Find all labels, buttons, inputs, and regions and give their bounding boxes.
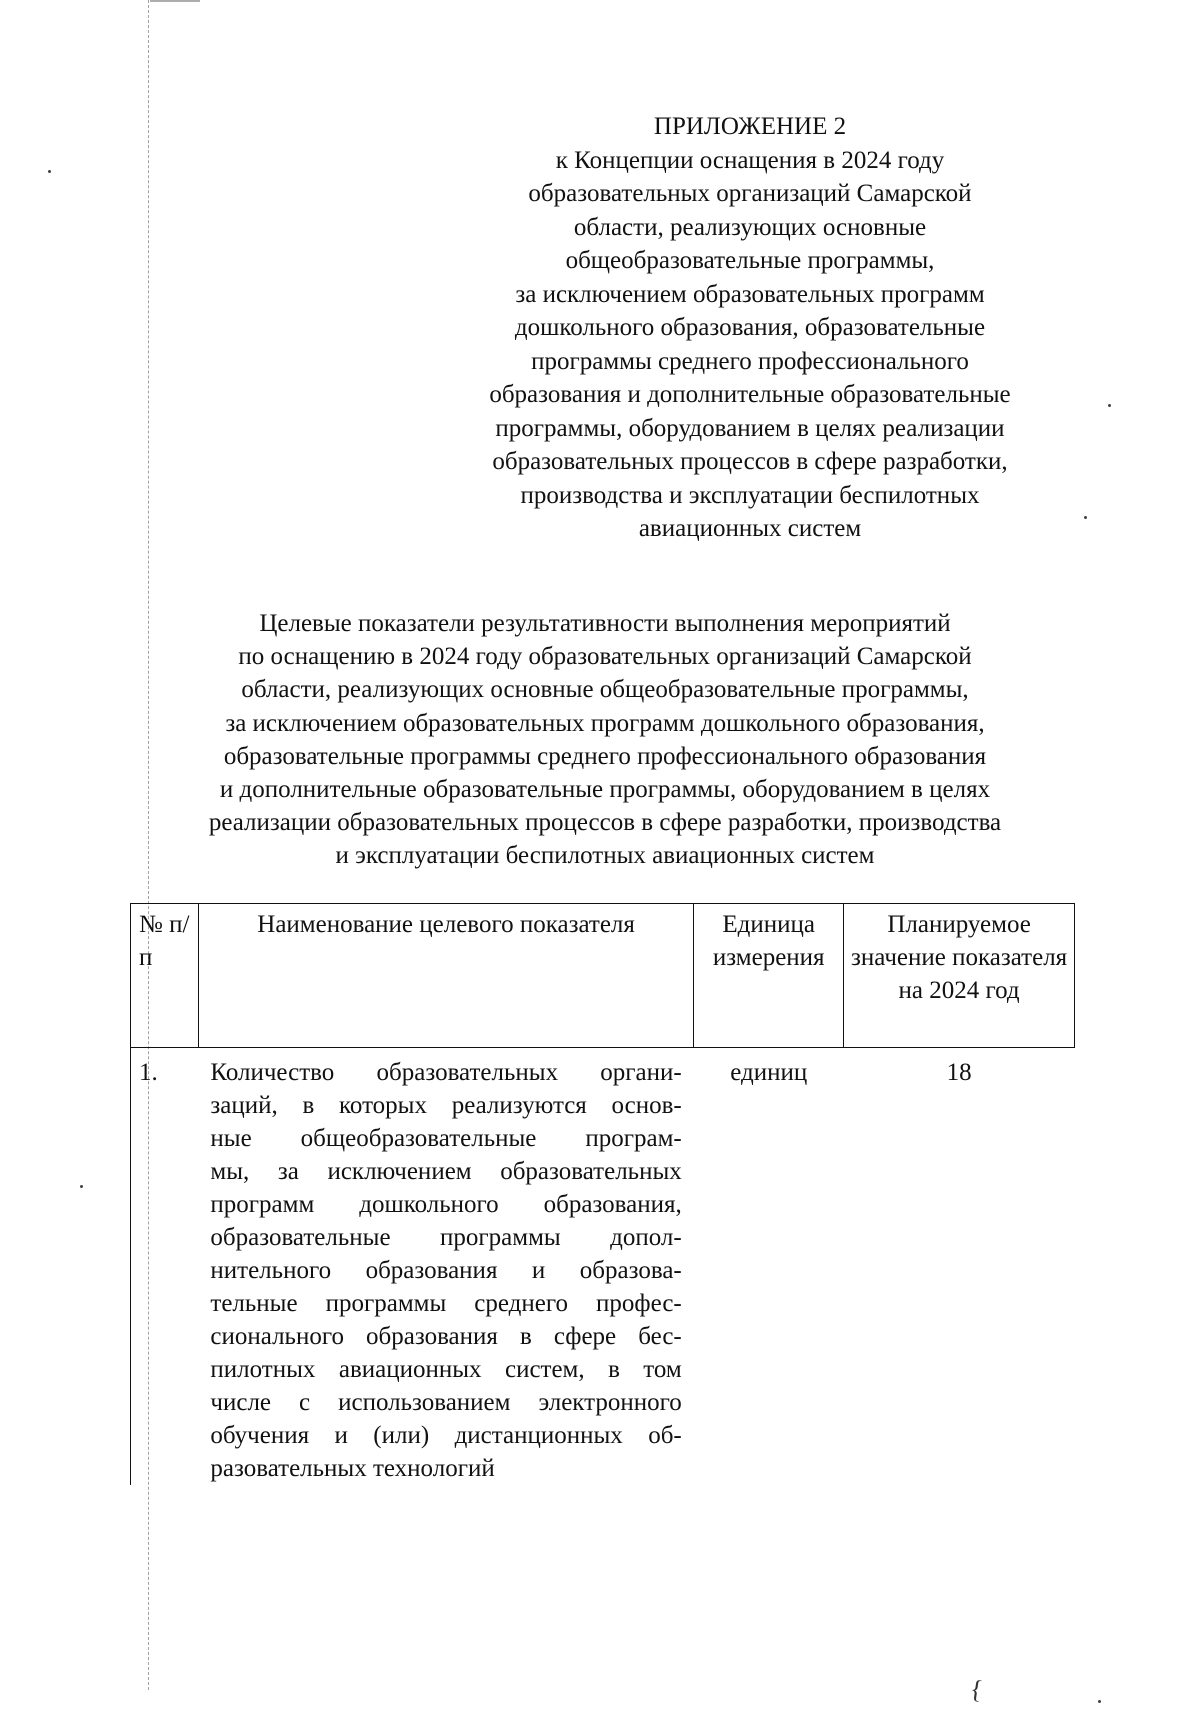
margin-handwritten-mark: {: [968, 1674, 985, 1705]
scan-speck: [48, 170, 51, 173]
row-planned-value: 18: [946, 1059, 972, 1086]
appendix-line: области, реализующих основные: [573, 213, 927, 241]
row-number: 1.: [131, 1048, 199, 1486]
indicator-name-line: разовательных технологий: [210, 1455, 495, 1482]
title-line: за исключением образовательных программ дошкольного образования,: [225, 709, 985, 737]
appendix-line: образовательных процессов в сфере разработки,: [492, 448, 1008, 475]
indicator-name-line: заций, в которых реализуются основ-: [210, 1092, 682, 1119]
header-planned-value: Планируемое значение показателя на 2024 год: [844, 904, 1075, 1048]
indicator-name-line: мы, за исключением образовательных: [210, 1158, 682, 1185]
appendix-line: образования и дополнительные образовательные: [489, 381, 1011, 408]
title-line: реализации образовательных процессов в сфере разработки, производства: [208, 809, 1002, 837]
appendix-line: программы, оборудованием в целях реализации: [495, 414, 1005, 442]
scan-speck: [1084, 516, 1087, 519]
indicator-name-line: Количество образовательных органи-: [210, 1059, 682, 1086]
appendix-line: дошкольного образования, образовательные: [514, 314, 986, 341]
appendix-line: программы среднего профессионального: [531, 347, 969, 375]
appendix-line: производства и эксплуатации беспилотных: [520, 481, 980, 509]
indicator-name-line: пилотных авиационных систем, в том: [210, 1356, 682, 1383]
indicator-name-line: нительного образования и образова-: [210, 1257, 682, 1284]
title-line: области, реализующих основные общеобразовательные программы,: [241, 676, 969, 704]
indicator-name-line: обучения и (или) дистанционных об-: [210, 1422, 682, 1449]
table-row: [131, 1048, 1075, 1486]
appendix-line: к Концепции оснащения в 2024 году: [555, 146, 945, 174]
appendix-line: образовательных организаций Самарской: [528, 180, 972, 207]
row-unit: единиц: [730, 1059, 808, 1086]
title-line: Целевые показатели результативности выполнения мероприятий: [259, 610, 951, 637]
indicator-name-line: ные общеобразовательные програм-: [210, 1125, 682, 1152]
scan-speck: [1108, 404, 1111, 407]
title-line: по оснащению в 2024 году образовательных организаций Самарской: [238, 643, 972, 671]
indicators-table: [130, 903, 1075, 1485]
title-line: и эксплуатации беспилотных авиационных систем: [335, 842, 875, 870]
row-indicator-name: [198, 1048, 693, 1486]
header-indicator-name: Наименование целевого показателя: [198, 904, 693, 1048]
indicator-name-line: образовательные программы допол-: [210, 1224, 682, 1251]
appendix-line: авиационных систем: [638, 515, 862, 542]
indicator-name-line: числе с использованием электронного: [210, 1389, 682, 1416]
title-line: образовательные программы среднего профессионального образования: [223, 742, 987, 770]
scan-speck: [1098, 1700, 1101, 1703]
appendix-line: за исключением образовательных программ: [515, 280, 985, 308]
appendix-title: ПРИЛОЖЕНИЕ 2: [653, 113, 847, 140]
table-header-row: [131, 904, 1075, 1048]
appendix-header: [430, 110, 1070, 546]
header-unit: Единица измерения: [694, 904, 844, 1048]
indicator-name-line: сионального образования в сфере бес-: [210, 1323, 682, 1350]
title-line: и дополнительные образовательные программы, оборудованием в целях: [219, 776, 991, 804]
indicator-name-line: программ дошкольного образования,: [210, 1191, 682, 1218]
appendix-line: общеобразовательные программы,: [565, 247, 935, 274]
indicator-name-line: тельные программы среднего профес-: [210, 1290, 682, 1317]
document-title: [150, 607, 1060, 873]
scan-top-mark: [150, 0, 200, 2]
scan-speck: [80, 1185, 83, 1188]
header-number: № п/п: [131, 904, 199, 1048]
